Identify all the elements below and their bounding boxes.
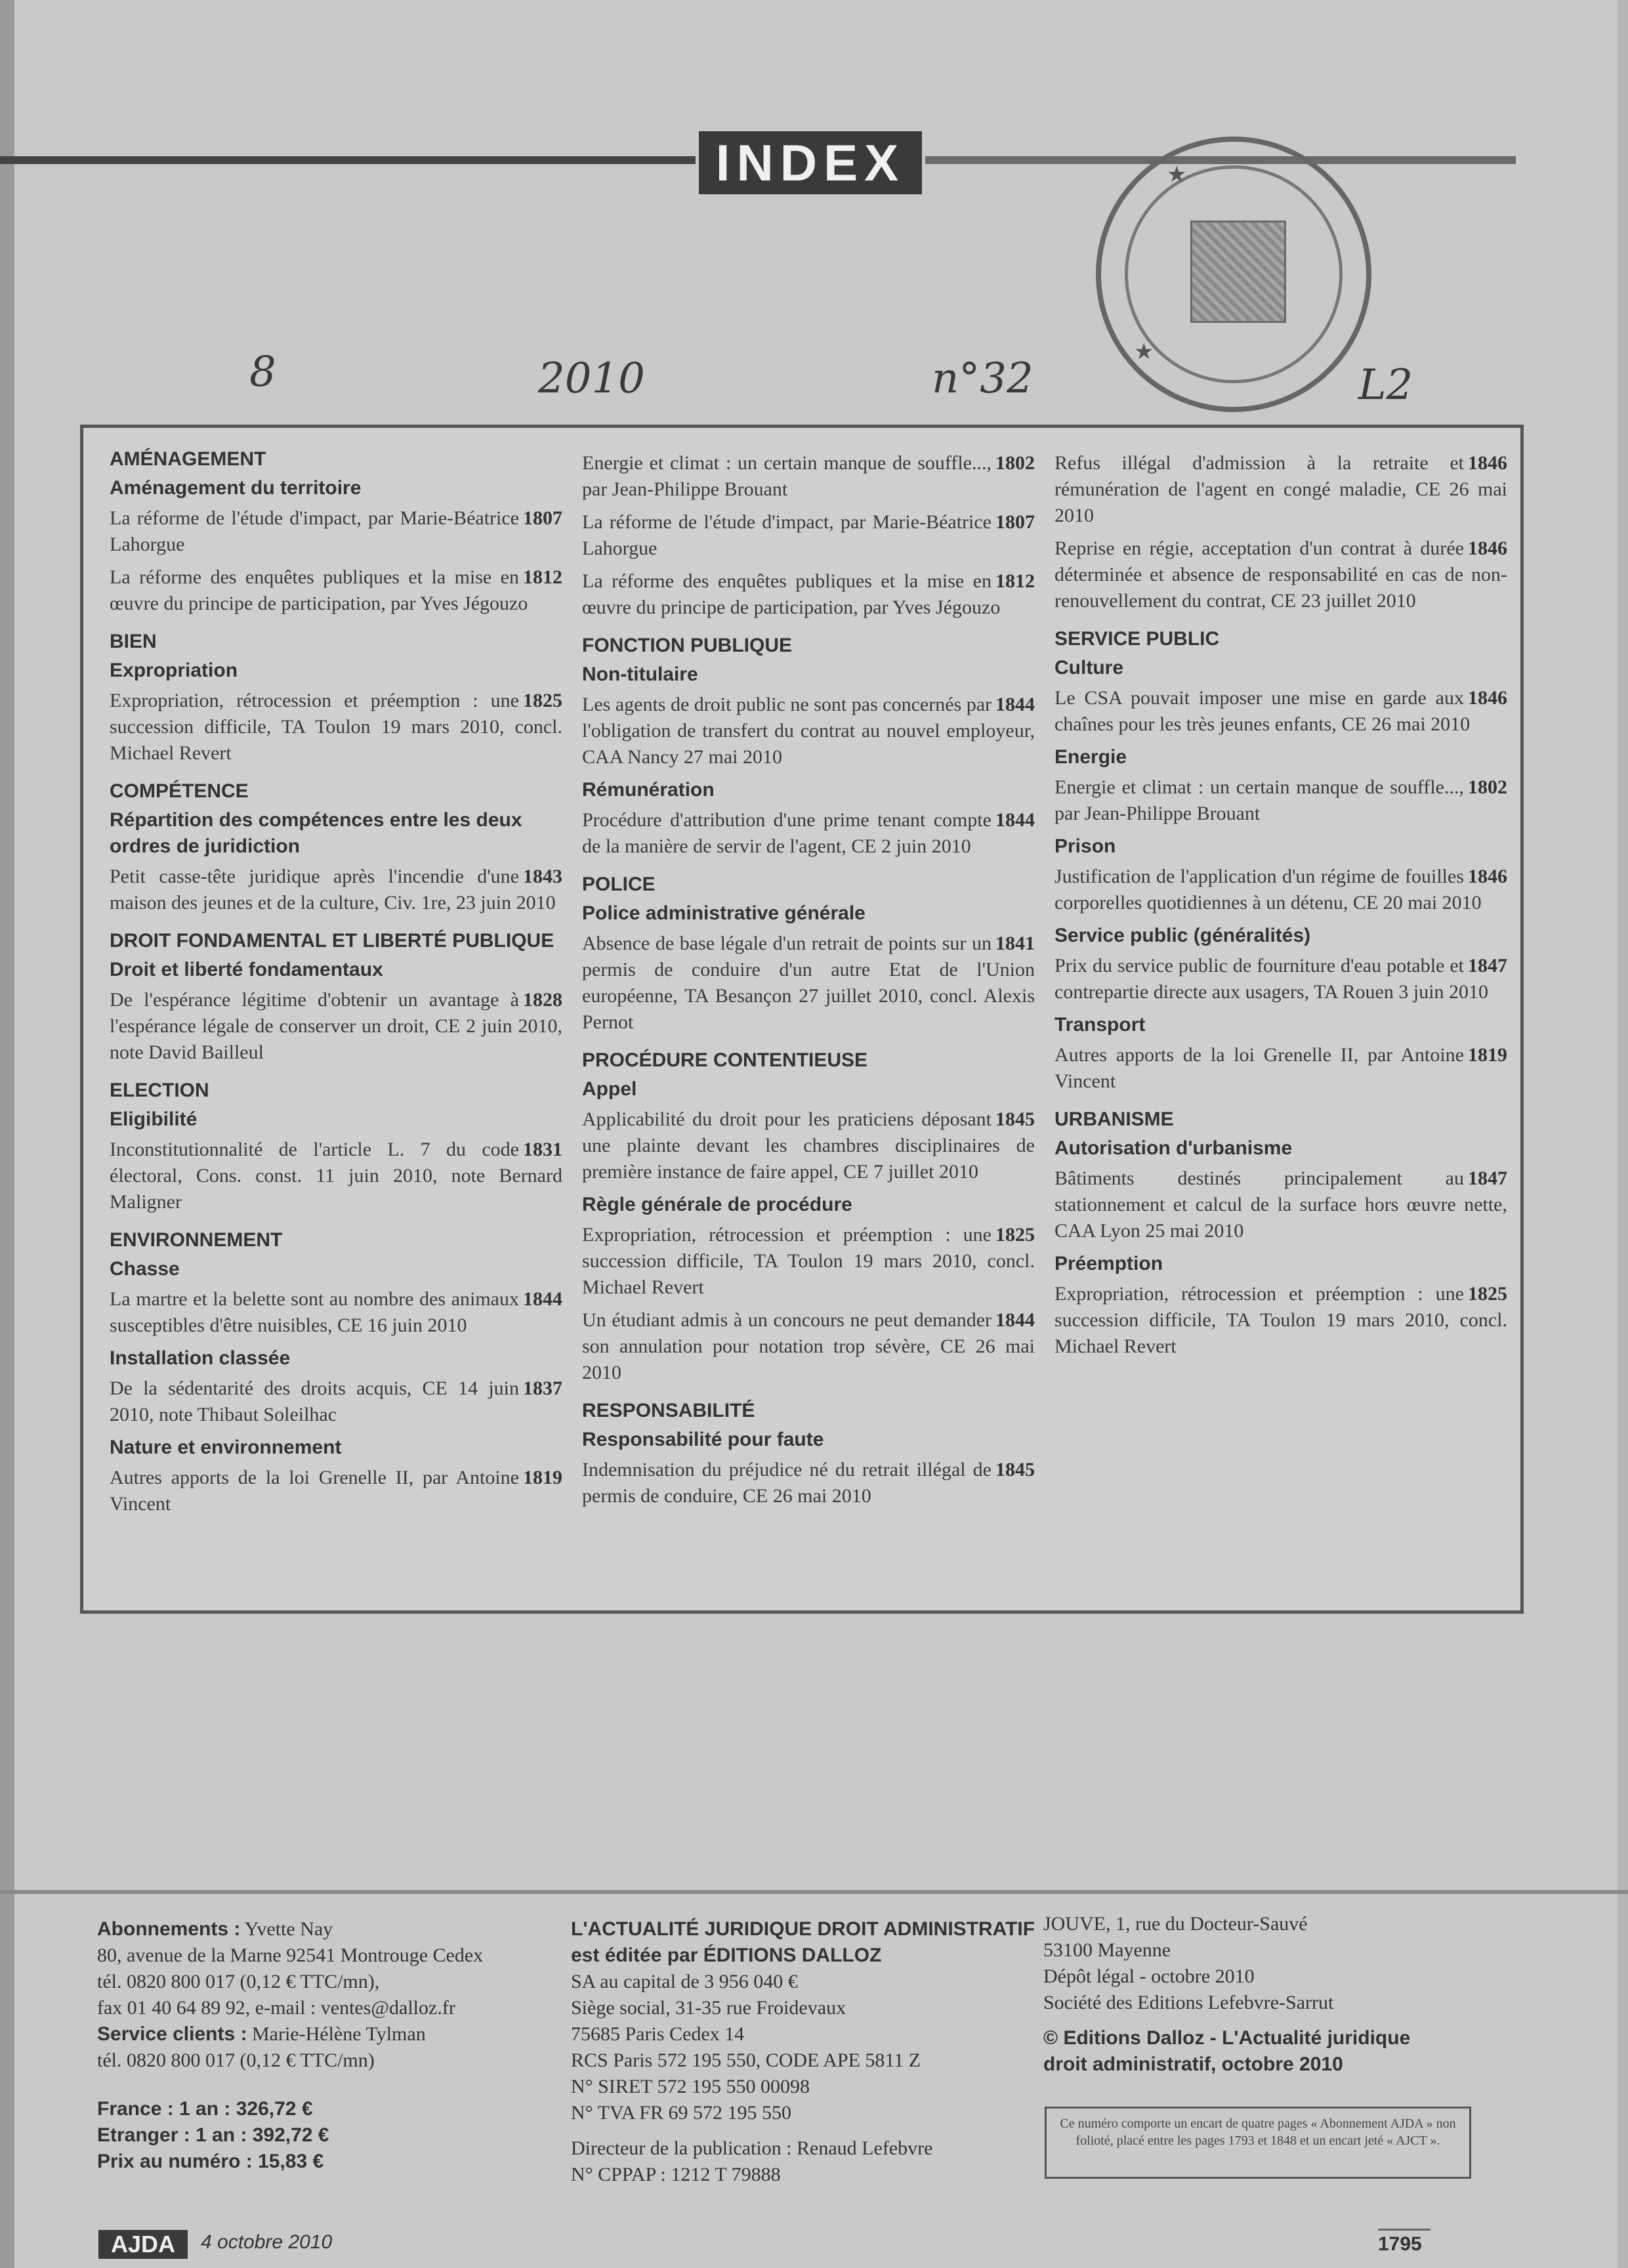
entry-text: Reprise en régie, acceptation d'un contrat à durée déterminée et absence de responsabilité en cas de non-renouvellement du contrat, CE 23 juillet 2010	[1054, 537, 1507, 612]
index-entry	[1054, 1166, 1507, 1244]
copyright-line: © Editions Dalloz - L'Actualité juridique	[1043, 2027, 1411, 2049]
section-heading: RESPONSABILITÉ	[582, 1400, 755, 1421]
handwritten-note-left: 8	[249, 348, 276, 396]
entry-page-number: 1845	[995, 1108, 1035, 1130]
publisher-line: 75685 Paris Cedex 14	[571, 2023, 745, 2045]
index-entry	[110, 864, 562, 916]
subsection-heading: Répartition des compétences entre les deux ordres de juridiction	[110, 809, 522, 857]
entry-page-number: 1807	[523, 507, 562, 529]
index-entry	[1054, 1042, 1507, 1095]
index-entry	[1054, 774, 1507, 827]
entry-text: Energie et climat : un certain manque de souffle..., par Jean-Philippe Brouant	[1054, 776, 1464, 824]
page-number: 1795	[1378, 2229, 1430, 2256]
entry-page-number: 1845	[995, 1459, 1035, 1480]
publisher-line: RCS Paris 572 195 550, CODE APE 5811 Z	[571, 2049, 921, 2071]
publisher-line: Siège social, 31-35 rue Froidevaux	[571, 1997, 846, 2019]
index-entry	[582, 692, 1035, 770]
service-label: Service clients :	[97, 2023, 247, 2045]
subsection-heading: Culture	[1054, 657, 1123, 679]
subscriptions-address: 80, avenue de la Marne 92541 Montrouge Cedex	[97, 1944, 484, 1966]
section-heading: PROCÉDURE CONTENTIEUSE	[582, 1049, 868, 1071]
index-entry	[582, 1457, 1035, 1509]
entry-page-number: 1812	[523, 566, 562, 588]
insert-notice: Ce numéro comporte un encart de quatre pages « Abonnement AJDA » non folioté, placé entre les pages 1793 et 1848 et un encart jeté « AJCT ».	[1045, 2107, 1471, 2179]
index-entry	[110, 987, 562, 1066]
entry-text: Expropriation, rétrocession et préemption : une succession difficile, TA Toulon 19 mars 2010, concl. Michael Revert	[110, 690, 562, 764]
printer-line: Dépôt légal - octobre 2010	[1043, 1965, 1255, 1987]
index-entry	[582, 807, 1035, 860]
subsection-heading: Police administrative générale	[582, 902, 866, 924]
journal-logo: AJDA	[98, 2230, 188, 2259]
section-heading: AMÉNAGEMENT	[110, 448, 266, 470]
handwritten-note-year: 2010	[538, 354, 645, 403]
subsection-heading: Rémunération	[582, 779, 715, 801]
subsection-heading: Aménagement du territoire	[110, 477, 362, 499]
publisher-title: L'ACTUALITÉ JURIDIQUE DROIT ADMINISTRATIF	[571, 1918, 1035, 1940]
subsection-heading: Règle générale de procédure	[582, 1194, 852, 1215]
index-entry	[1054, 953, 1507, 1005]
subscriptions-fax: fax 01 40 64 89 92, e-mail : ventes@dalloz.fr	[97, 1997, 455, 2019]
entry-page-number: 1802	[1468, 776, 1507, 798]
book-spine	[0, 0, 14, 2268]
subsection-heading: Droit et liberté fondamentaux	[110, 959, 383, 980]
entry-text: Inconstitutionnalité de l'article L. 7 du code électoral, Cons. const. 11 juin 2010, note Bernard Maligner	[110, 1139, 562, 1213]
index-entry	[582, 1106, 1035, 1185]
index-entry	[110, 1137, 562, 1215]
section-heading: URBANISME	[1054, 1108, 1174, 1130]
section-heading: FONCTION PUBLIQUE	[582, 635, 792, 656]
index-entry	[582, 568, 1035, 621]
entry-text: La réforme des enquêtes publiques et la mise en œuvre du principe de participation, par Yves Jégouzo	[582, 570, 1001, 618]
entry-page-number: 1812	[995, 570, 1035, 592]
section-heading: SERVICE PUBLIC	[1054, 628, 1220, 650]
stamp-emblem	[1190, 220, 1286, 323]
index-entry	[582, 450, 1035, 503]
publisher-line: SA au capital de 3 956 040 €	[571, 1971, 798, 1992]
index-column-1	[110, 446, 562, 1524]
entry-text: Absence de base légale d'un retrait de points sur un permis de conduire d'un autre Etat de l'Union européenne, TA Besançon 27 juillet 2010, concl. Alexis Pernot	[582, 933, 1035, 1033]
handwritten-note-right: L2	[1358, 361, 1413, 410]
star-icon: ★	[1167, 161, 1187, 188]
entry-page-number: 1844	[995, 1309, 1035, 1331]
entry-text: La martre et la belette sont au nombre des animaux susceptibles d'être nuisibles, CE 16 juin 2010	[110, 1288, 519, 1336]
section-heading: COMPÉTENCE	[110, 780, 249, 802]
entry-text: Indemnisation du préjudice né du retrait illégal de permis de conduire, CE 26 mai 2010	[582, 1459, 991, 1507]
entry-page-number: 1825	[995, 1224, 1035, 1246]
entry-text: Autres apports de la loi Grenelle II, par Antoine Vincent	[110, 1467, 519, 1515]
subsection-heading: Préemption	[1054, 1253, 1163, 1274]
index-entry	[582, 509, 1035, 562]
entry-page-number: 1807	[995, 511, 1035, 533]
index-entry	[1054, 450, 1507, 529]
entry-text: Expropriation, rétrocession et préemption : une succession difficile, TA Toulon 19 mars 2010, concl. Michael Revert	[1054, 1283, 1507, 1357]
subsection-heading: Energie	[1054, 746, 1127, 768]
handwritten-note-number: n°32	[932, 354, 1033, 403]
section-heading: DROIT FONDAMENTAL ET LIBERTÉ PUBLIQUE	[110, 930, 554, 952]
entry-page-number: 1819	[1468, 1044, 1507, 1066]
subsection-heading: Prison	[1054, 835, 1116, 857]
entry-text: Prix du service public de fourniture d'eau potable et contrepartie directe aux usagers, TA Rouen 3 juin 2010	[1054, 955, 1489, 1003]
entry-text: Petit casse-tête juridique après l'incendie d'une maison des jeunes et de la culture, Civ. 1re, 23 juin 2010	[110, 866, 556, 914]
index-column-3	[1054, 446, 1507, 1366]
entry-text: La réforme de l'étude d'impact, par Marie-Béatrice Lahorgue	[582, 511, 991, 559]
subscriptions-tel: tél. 0820 800 017 (0,12 € TTC/mn),	[97, 1971, 380, 1992]
subsection-heading: Chasse	[110, 1258, 180, 1280]
publisher-line: N° TVA FR 69 572 195 550	[571, 2102, 791, 2124]
index-entry	[582, 1307, 1035, 1386]
printer-line: JOUVE, 1, rue du Docteur-Sauvé	[1043, 1913, 1308, 1935]
entry-text: Justification de l'application d'un régime de fouilles corporelles quotidiennes à un détenu, CE 20 mai 2010	[1054, 866, 1482, 914]
index-entry	[582, 1222, 1035, 1301]
entry-page-number: 1846	[1468, 687, 1507, 709]
star-icon: ★	[1134, 339, 1154, 365]
entry-text: Le CSA pouvait imposer une mise en garde aux chaînes pour les très jeunes enfants, CE 26 mai 2010	[1054, 687, 1471, 735]
subsection-heading: Installation classée	[110, 1347, 291, 1369]
footer-printer	[1043, 1911, 1516, 2078]
entry-text: Un étudiant admis à un concours ne peut demander son annulation pour notation trop sévère, CE 26 mai 2010	[582, 1309, 1035, 1383]
section-heading: ENVIRONNEMENT	[110, 1229, 283, 1251]
entry-page-number: 1846	[1468, 537, 1507, 559]
entry-text: Bâtiments destinés principalement au stationnement et calcul de la surface hors œuvre nette, CAA Lyon 25 mai 2010	[1054, 1167, 1507, 1242]
entry-text: De la sédentarité des droits acquis, CE 14 juin 2010, note Thibaut Soleilhac	[110, 1377, 519, 1425]
index-entry	[110, 1286, 562, 1339]
subsection-heading: Transport	[1054, 1014, 1146, 1036]
header-rule-left	[0, 156, 696, 164]
subsection-heading: Nature et environnement	[110, 1437, 342, 1458]
subsection-heading: Non-titulaire	[582, 663, 698, 685]
publisher-line: N° SIRET 572 195 550 00098	[571, 2076, 810, 2097]
section-heading: POLICE	[582, 873, 656, 895]
subsection-heading: Autorisation d'urbanisme	[1054, 1137, 1293, 1159]
index-entry	[582, 931, 1035, 1036]
entry-text: Expropriation, rétrocession et préemption : une succession difficile, TA Toulon 19 mars 2010, concl. Michael Revert	[582, 1224, 1035, 1298]
library-stamp	[1096, 136, 1371, 412]
entry-text: Autres apports de la loi Grenelle II, par Antoine Vincent	[1054, 1044, 1464, 1092]
entry-text: Refus illégal d'admission à la retraite et rémunération de l'agent en congé maladie, CE 26 mai 2010	[1054, 452, 1507, 526]
footer-publisher	[571, 1916, 1043, 2188]
publication-director: Directeur de la publication : Renaud Lefebvre	[571, 2137, 933, 2159]
entry-page-number: 1846	[1468, 452, 1507, 474]
price-issue: Prix au numéro : 15,83 €	[97, 2151, 324, 2172]
entry-page-number: 1844	[523, 1288, 562, 1310]
index-column-2	[582, 446, 1035, 1516]
entry-page-number: 1846	[1468, 866, 1507, 887]
entry-page-number: 1844	[995, 694, 1035, 715]
entry-page-number: 1847	[1468, 1167, 1507, 1189]
entry-text: Procédure d'attribution d'une prime tenant compte de la manière de servir de l'agent, CE 2 juin 2010	[582, 809, 991, 857]
footer-subscriptions	[97, 1916, 570, 2175]
entry-text: La réforme des enquêtes publiques et la mise en œuvre du principe de participation, par Yves Jégouzo	[110, 566, 528, 614]
price-france: France : 1 an : 326,72 €	[97, 2098, 313, 2120]
footer-rule	[0, 1890, 1628, 1894]
entry-page-number: 1843	[523, 866, 562, 887]
service-tel: tél. 0820 800 017 (0,12 € TTC/mn)	[97, 2049, 375, 2071]
subscriptions-name: Yvette Nay	[244, 1918, 333, 1940]
entry-page-number: 1825	[1468, 1283, 1507, 1305]
page-title: INDEX	[699, 131, 922, 194]
index-entry	[1054, 685, 1507, 738]
section-heading: ELECTION	[110, 1080, 209, 1101]
entry-page-number: 1831	[523, 1139, 562, 1160]
entry-page-number: 1825	[523, 690, 562, 711]
index-entry	[110, 688, 562, 766]
entry-text: Les agents de droit public ne sont pas concernés par l'obligation de transfert du contrat au nouvel employeur, CAA Nancy 27 mai 2010	[582, 694, 1035, 768]
cppap-number: N° CPPAP : 1212 T 79888	[571, 2164, 781, 2185]
service-name: Marie-Hélène Tylman	[251, 2023, 426, 2045]
entry-text: La réforme de l'étude d'impact, par Marie-Béatrice Lahorgue	[110, 507, 519, 555]
subsection-heading: Service public (généralités)	[1054, 925, 1311, 946]
index-entry	[110, 564, 562, 617]
entry-text: Applicabilité du droit pour les praticiens déposant une plainte devant les chambres disciplinaires de première instance de faire appel, CE 7 juillet 2010	[582, 1108, 1035, 1183]
index-entry	[110, 505, 562, 558]
entry-page-number: 1828	[523, 989, 562, 1011]
index-entry	[110, 1376, 562, 1428]
subsection-heading: Eligibilité	[110, 1108, 198, 1130]
entry-text: Energie et climat : un certain manque de souffle..., par Jean-Philippe Brouant	[582, 452, 991, 500]
copyright-line: droit administratif, octobre 2010	[1043, 2053, 1343, 2075]
index-box	[80, 425, 1524, 1614]
printer-line: Société des Editions Lefebvre-Sarrut	[1043, 1992, 1334, 2013]
section-heading: BIEN	[110, 631, 157, 652]
entry-page-number: 1802	[995, 452, 1035, 474]
index-entry	[1054, 864, 1507, 916]
issue-date: 4 octobre 2010	[201, 2231, 333, 2253]
page-edge	[1618, 0, 1628, 2268]
printer-line: 53100 Mayenne	[1043, 1939, 1171, 1961]
index-entry	[110, 1465, 562, 1517]
entry-page-number: 1841	[995, 933, 1035, 954]
publisher-subtitle: est éditée par ÉDITIONS DALLOZ	[571, 1944, 882, 1966]
subsection-heading: Responsabilité pour faute	[582, 1429, 824, 1450]
subscriptions-label: Abonnements :	[97, 1918, 241, 1940]
price-etranger: Etranger : 1 an : 392,72 €	[97, 2124, 329, 2146]
entry-text: De l'espérance légitime d'obtenir un avantage à l'espérance légale de conserver un droit, CE 2 juin 2010, note David Bailleul	[110, 989, 562, 1063]
entry-page-number: 1847	[1468, 955, 1507, 976]
entry-page-number: 1844	[995, 809, 1035, 831]
subsection-heading: Appel	[582, 1078, 637, 1100]
index-entry	[1054, 1281, 1507, 1360]
entry-page-number: 1819	[523, 1467, 562, 1488]
index-entry	[1054, 536, 1507, 614]
entry-page-number: 1837	[523, 1377, 562, 1399]
subsection-heading: Expropriation	[110, 660, 238, 681]
